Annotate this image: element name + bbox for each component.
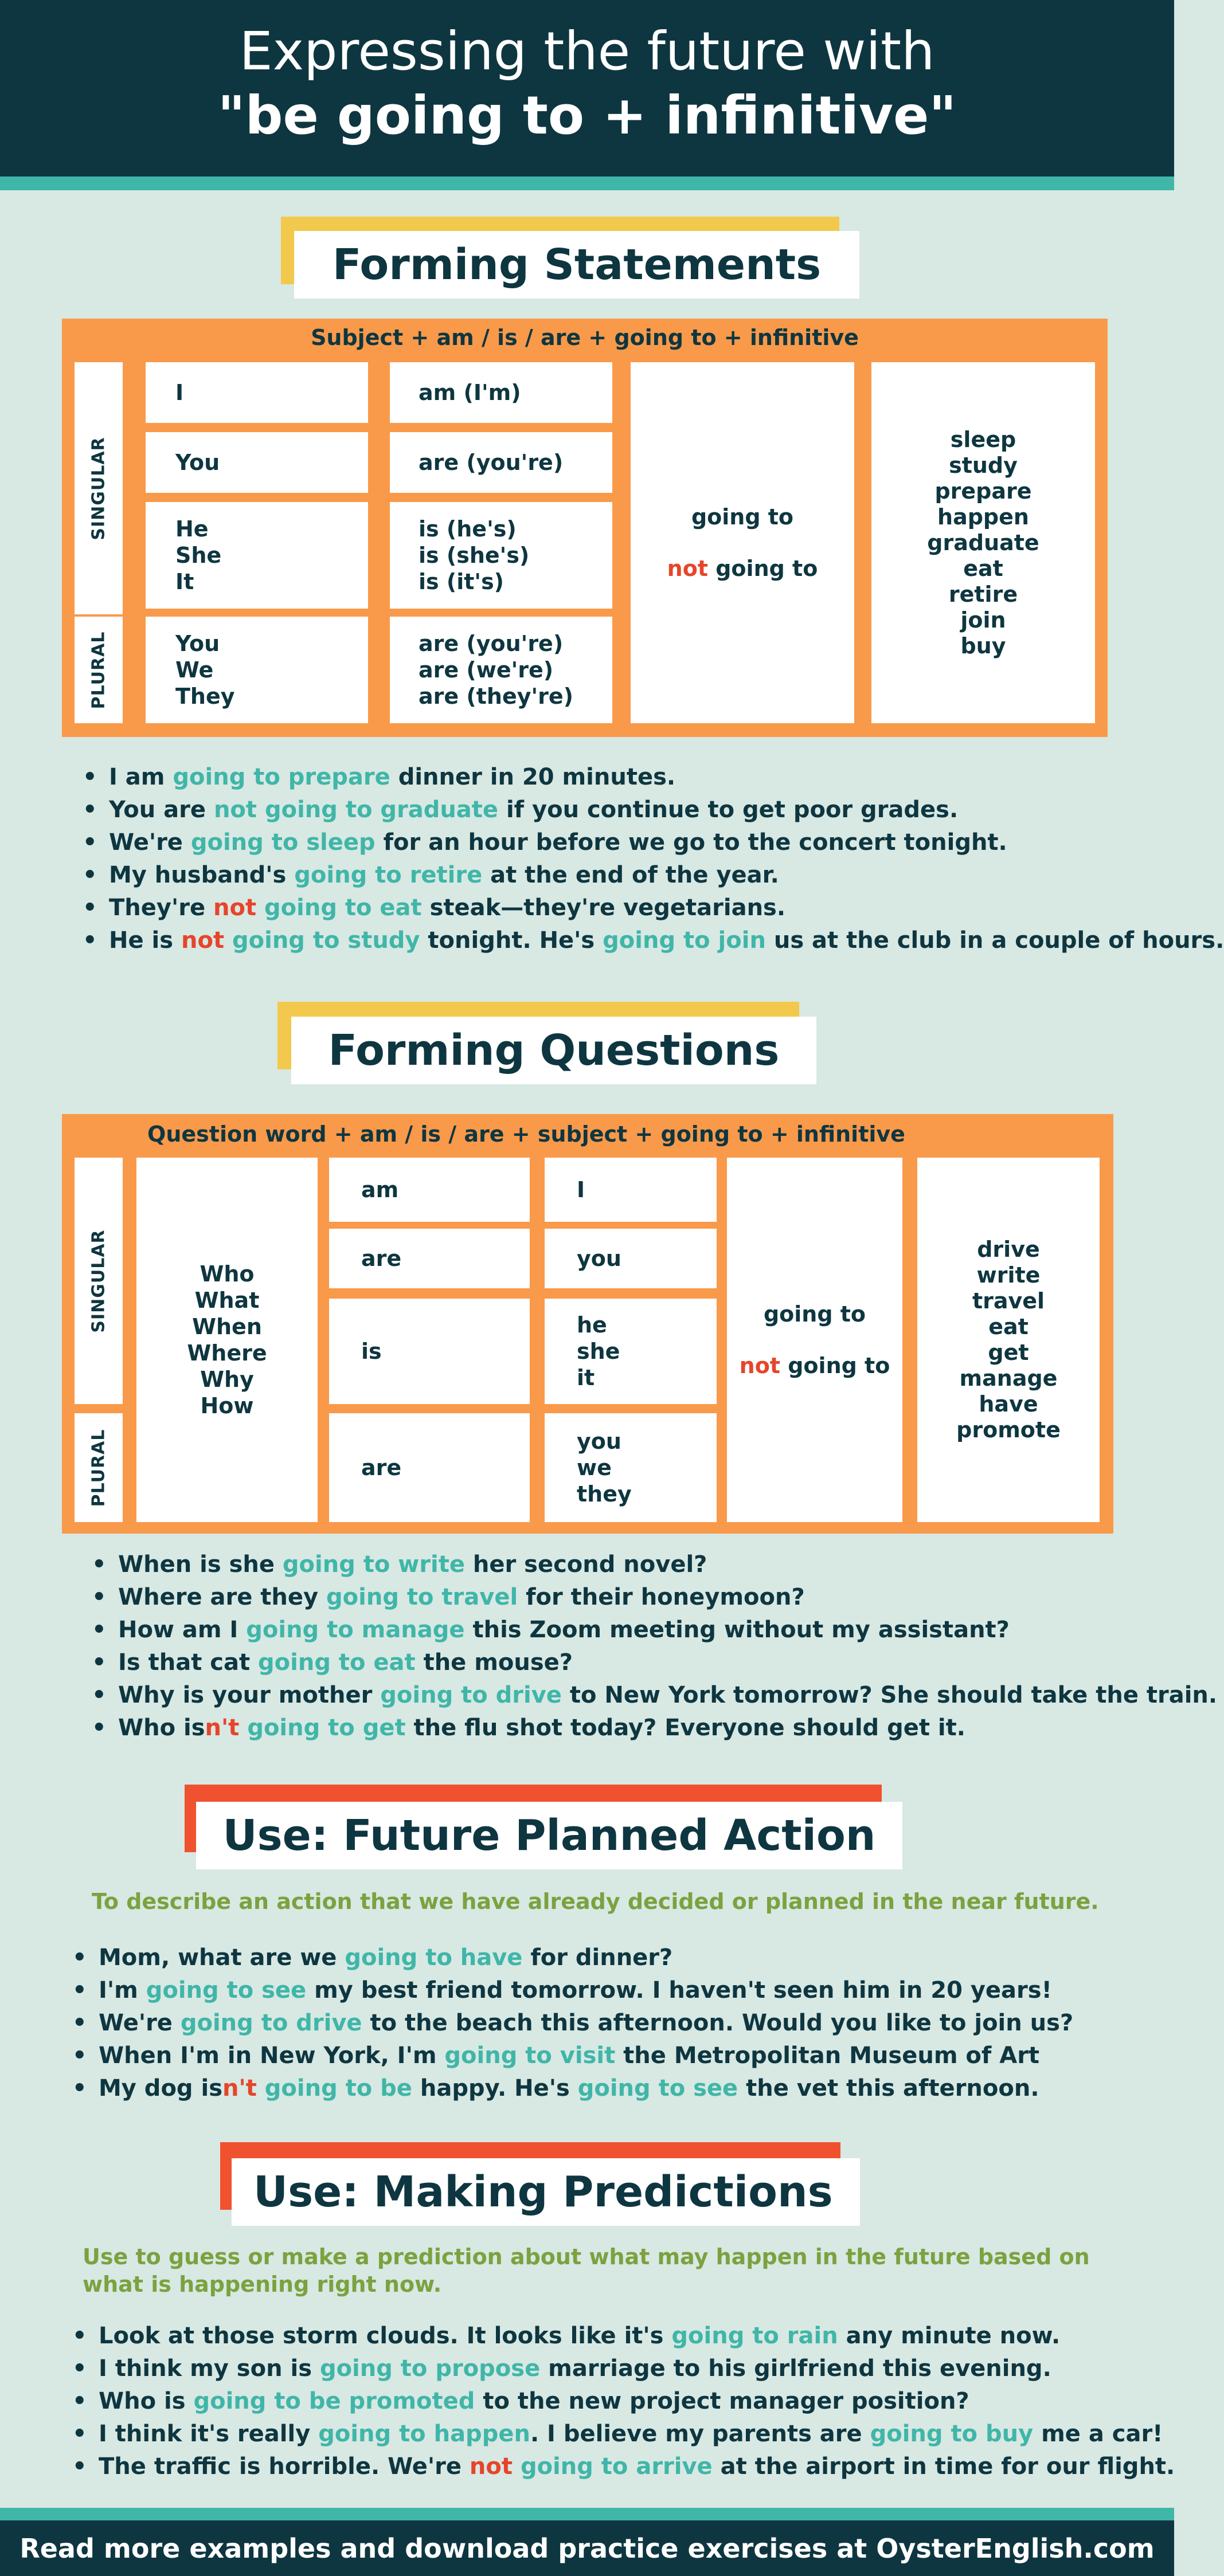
list-item: • Who isn't going to get the flu shot today? Everyone should get it. (88, 1712, 1217, 1744)
list-item: • When is she going to write her second novel? (88, 1548, 1217, 1581)
statements-going-to-cell: going to not going to (631, 362, 854, 723)
header-accent-bar (0, 177, 1174, 190)
be-cell-plural: are (you're) are (we're) are (they're) (390, 617, 612, 723)
page-title-line2: "be going to + infinitive" (217, 85, 957, 146)
questions-going-to-cell: going to not going to (727, 1158, 902, 1522)
list-item: • How am I going to manage this Zoom meeting without my assistant? (88, 1614, 1217, 1646)
planned-title: Use: Future Planned Action (196, 1802, 902, 1869)
list-item: • I'm going to see my best friend tomorrow. I haven't seen him in 20 years! (69, 1974, 1073, 2007)
q-be-cell-am: am (329, 1158, 530, 1222)
questions-verbs-cell (917, 1158, 1100, 1522)
statements-singular-label: SINGULAR (75, 362, 123, 614)
list-item: • My dog isn't going to be happy. He's going to see the vet this afternoon. (69, 2072, 1073, 2105)
statements-verbs-list: sleep study prepare happen graduate eat retire join buy (927, 426, 1039, 658)
list-item: • Look at those storm clouds. It looks like it's going to rain any minute now. (69, 2320, 1175, 2352)
footer-text: Read more examples and download practice exercises at OysterEnglish.com (19, 2532, 1155, 2564)
q-be-cell-are: are (329, 1229, 530, 1288)
predictions-examples (69, 2320, 1175, 2483)
footer-accent-bar (0, 2508, 1174, 2520)
questions-plural-label: PLURAL (75, 1413, 123, 1522)
question-words-cell: Who What When Where Why How (136, 1158, 318, 1522)
list-item: • We're going to sleep for an hour before we go to the concert tonight. (79, 826, 1224, 859)
footer-banner (0, 2520, 1174, 2576)
list-item: • We're going to drive to the beach this afternoon. Would you like to join us? (69, 2007, 1073, 2040)
q-subject-cell-i: I (545, 1158, 717, 1222)
predictions-title: Use: Making Predictions (232, 2158, 860, 2226)
page-title-line1: Expressing the future with (239, 21, 935, 82)
subject-cell-i: I (146, 362, 368, 423)
q-subject-cell-he-she-it: he she it (545, 1299, 717, 1404)
statements-formula: Subject + am / is / are + going to + infinitive (311, 325, 859, 350)
list-item: • They're not going to eat steak—they're vegetarians. (79, 892, 1224, 924)
list-item: • You are not going to graduate if you continue to get poor grades. (79, 794, 1224, 826)
list-item: • I am going to prepare dinner in 20 minutes. (79, 761, 1224, 794)
be-cell-are: are (you're) (390, 432, 612, 493)
list-item: • He is not going to study tonight. He's going to join us at the club in a couple of hours. (79, 924, 1224, 957)
q-be-cell-are-plural: are (329, 1413, 530, 1522)
be-cell-am: am (I'm) (390, 362, 612, 423)
statements-title: Forming Statements (294, 231, 859, 299)
questions-verbs-list: drive write travel eat get manage have promote (956, 1237, 1061, 1442)
list-item: • I think my son is going to propose marriage to his girlfriend this evening. (69, 2352, 1175, 2385)
q-subject-cell-plural: you we they (545, 1413, 717, 1522)
be-cell-is: is (he's) is (she's) is (it's) (390, 502, 612, 609)
list-item: • When I'm in New York, I'm going to visit the Metropolitan Museum of Art (69, 2040, 1073, 2072)
subject-cell-you: You (146, 432, 368, 493)
list-item: • Mom, what are we going to have for dinner? (69, 1942, 1073, 1974)
planned-examples (69, 1942, 1073, 2105)
predictions-description: Use to guess or make a prediction about what may happen in the future based on what is happening right now. (83, 2244, 1090, 2297)
list-item: • Where are they going to travel for their honeymoon? (88, 1581, 1217, 1614)
list-item: • Who is going to be promoted to the new project manager position? (69, 2385, 1175, 2418)
statements-verbs-cell (871, 362, 1095, 723)
list-item: • I think it's really going to happen. I believe my parents are going to buy me a car! (69, 2418, 1175, 2450)
list-item: • Is that cat going to eat the mouse? (88, 1646, 1217, 1679)
q-be-cell-is: is (329, 1299, 530, 1404)
planned-description: To describe an action that we have already decided or planned in the near future. (92, 1889, 1099, 1914)
q-subject-cell-you: you (545, 1229, 717, 1288)
statements-plural-label: PLURAL (75, 617, 123, 723)
subject-cell-plural: You We They (146, 617, 368, 723)
list-item: • Why is your mother going to drive to New York tomorrow? She should take the train. (88, 1679, 1217, 1712)
questions-formula: Question word + am / is / are + subject + going to + infinitive (147, 1122, 905, 1147)
questions-singular-label: SINGULAR (75, 1158, 123, 1404)
statements-examples (79, 761, 1224, 957)
questions-title: Forming Questions (291, 1017, 816, 1084)
questions-examples (88, 1548, 1217, 1744)
subject-cell-he-she-it: He She It (146, 502, 368, 609)
list-item: • My husband's going to retire at the end of the year. (79, 859, 1224, 892)
list-item: • The traffic is horrible. We're not going to arrive at the airport in time for our flight. (69, 2450, 1175, 2483)
